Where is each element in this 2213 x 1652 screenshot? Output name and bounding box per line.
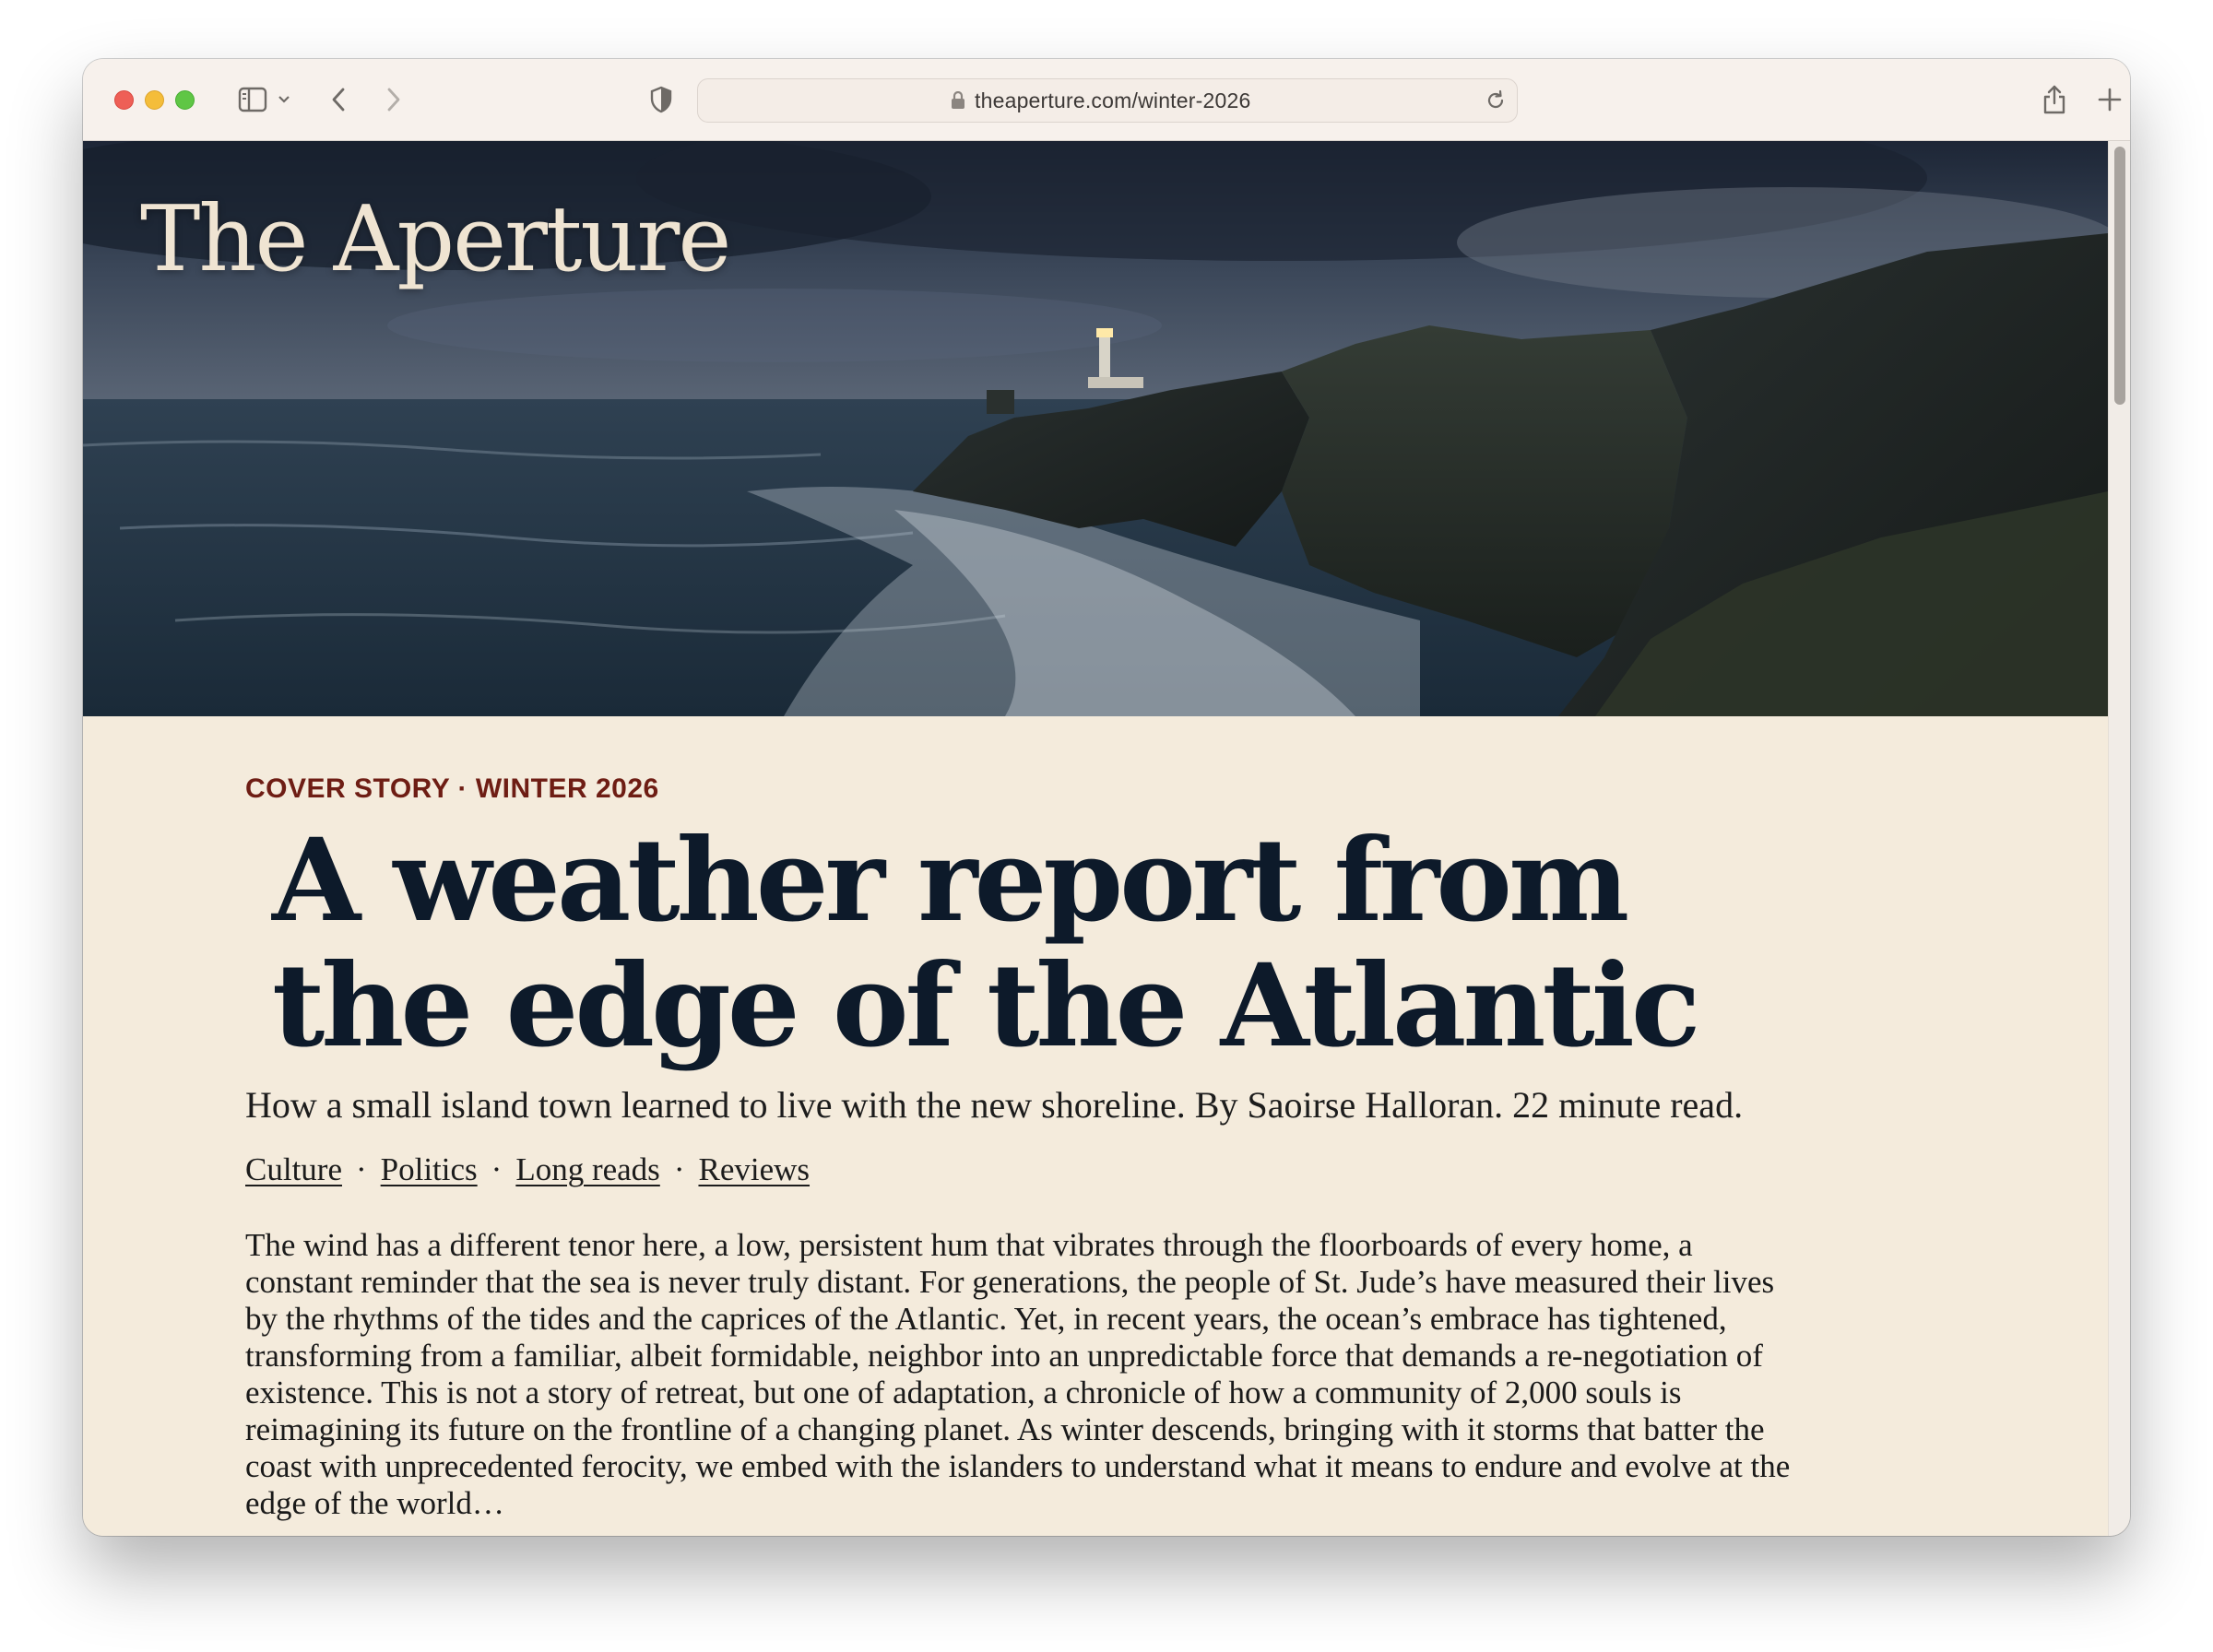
browser-toolbar — [83, 59, 2130, 141]
address-bar[interactable] — [697, 78, 1518, 123]
tag-separator: · — [491, 1151, 503, 1187]
sidebar-icon[interactable] — [234, 81, 271, 118]
close-window-button[interactable] — [114, 90, 134, 110]
vertical-scrollbar[interactable] — [2108, 141, 2130, 1536]
chevron-down-icon[interactable] — [275, 81, 293, 118]
article-body: The wind has a different tenor here, a low, persistent hum that vibrates through the floorboards of every home, a constant reminder that the sea is never truly distant. For generations, the people of St. Jude’s have measured their lives by the rhythms of the tides and the caprices of the Atlantic. Yet, in recent years, the ocean’s embrace has tightened, transforming from a familiar, albeit formidable, neighbor into an unpredictable force that demands a re-negotiation of existence. This is not a story of retreat, but one of adaptation, a chronicle of how a community of 2,000 souls is reimagining its future on the frontline of a changing planet. As winter descends, bringing with it storms that batter the coast with unprecedented ferocity, we embed with the islanders to understand what it means to endure and evolve at the edge of the world… — [245, 1227, 1791, 1521]
back-icon[interactable] — [325, 81, 352, 118]
kicker-label: COVER STORY · WINTER 2026 — [245, 773, 659, 804]
tag-separator: · — [355, 1151, 367, 1187]
tag-link-long-reads[interactable]: Long reads — [515, 1151, 660, 1187]
reload-icon[interactable] — [1484, 88, 1508, 117]
tag-separator: · — [673, 1151, 685, 1187]
minimize-window-button[interactable] — [145, 90, 164, 110]
share-icon[interactable] — [2038, 81, 2071, 118]
plus-icon[interactable] — [2093, 81, 2126, 118]
shield-icon[interactable] — [645, 81, 677, 118]
article-dek: How a small island town learned to live with the new shoreline. By Saoirse Halloran. 22 minute read. — [245, 1084, 1744, 1126]
hero-image — [83, 141, 2108, 716]
tag-link-politics[interactable]: Politics — [380, 1151, 478, 1187]
page-content — [83, 141, 2108, 1536]
tag-links — [245, 1151, 810, 1188]
tag-link-culture[interactable]: Culture — [245, 1151, 342, 1187]
lock-icon — [951, 91, 965, 114]
scrollbar-thumb[interactable] — [2114, 147, 2125, 405]
url-text: theaperture.com/winter-2026 — [975, 88, 1251, 112]
tag-link-reviews[interactable]: Reviews — [698, 1151, 811, 1187]
forward-icon[interactable] — [380, 81, 408, 118]
browser-window — [83, 59, 2130, 1536]
zoom-window-button[interactable] — [175, 90, 195, 110]
masthead-logo[interactable]: The Aperture — [140, 187, 730, 292]
article-headline: A weather report from the edge of the Atlantic — [272, 814, 1698, 1073]
